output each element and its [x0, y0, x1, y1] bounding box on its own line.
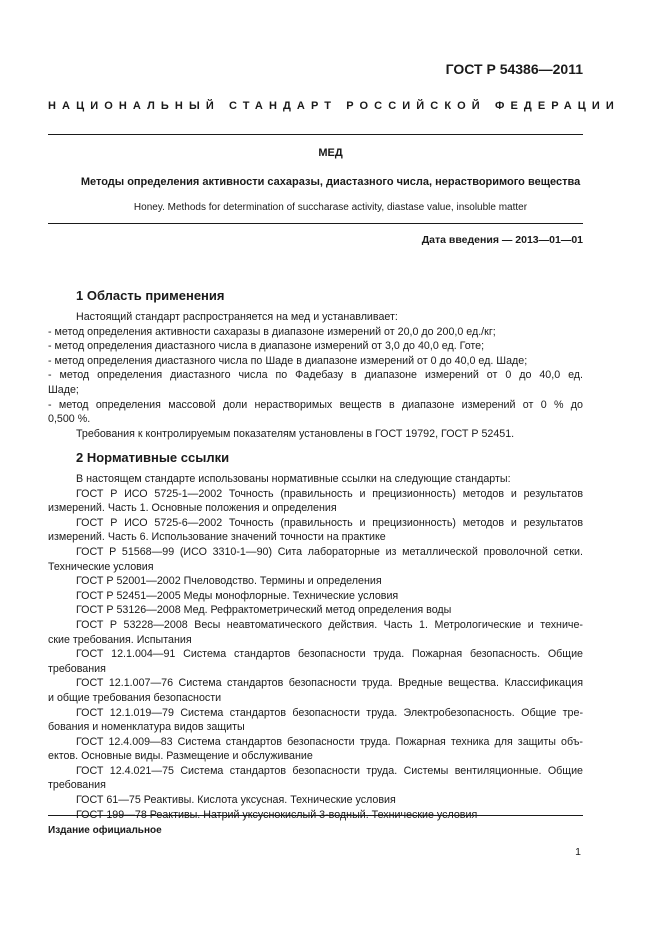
text-line: 0,500 %. [48, 413, 91, 426]
text-line: ектов. Основные виды. Размещение и обслуживание [48, 750, 313, 763]
document-title: МЕД [318, 147, 343, 159]
section-2-heading: 2 Нормативные ссылки [76, 450, 230, 465]
page-number: 1 [575, 846, 581, 858]
text-line: - метод определения диастазного числа по Фадебазу в диапазоне измерений от 0 до 40,0 ед. [48, 369, 583, 382]
text-line: ГОСТ Р 51568—99 (ИСО 3310-1—90) Сита лабораторные из металлической проволочной сетки. [76, 545, 583, 558]
text-line: Требования к контролируемым показателям установлены в ГОСТ 19792, ГОСТ Р 52451. [76, 427, 515, 440]
text-line: В настоящем стандарте использованы нормативные ссылки на следующие стандарты: [76, 473, 511, 485]
text-line: ГОСТ 12.4.021—75 Система стандартов безопасности труда. Системы вентиляционные. Общие [76, 764, 583, 777]
section-1-heading: 1 Область применения [76, 288, 225, 303]
national-standard-heading: НАЦИОНАЛЬНЫЙ СТАНДАРТ РОССИЙСКОЙ ФЕДЕРАЦИИ [48, 100, 620, 112]
text-line: ские требования. Испытания [48, 633, 192, 646]
text-line: ГОСТ Р ИСО 5725-1—2002 Точность (правильность и прецизионность) методов и результатов [76, 487, 583, 500]
document-subtitle: Методы определения активности сахаразы, диастазного числа, нерастворимого вещества [80, 176, 581, 188]
text-line: ГОСТ Р 52451—2005 Меды монофлорные. Технические условия [76, 589, 399, 602]
text-line: измерений. Часть 6. Использование значений точности на практике [48, 531, 386, 544]
standard-code: ГОСТ Р 54386—2011 [445, 61, 583, 77]
text-line: ГОСТ 12.1.007—76 Система стандартов безопасности труда. Вредные вещества. Классификация [76, 677, 583, 690]
text-line: ГОСТ Р ИСО 5725-6—2002 Точность (правильность и прецизионность) методов и результатов [76, 516, 583, 529]
text-line: ГОСТ 199—78 Реактивы. Натрий уксуснокислый 3-водный. Технические условия [76, 808, 478, 821]
text-line: - метод определения диастазного числа в диапазоне измерений от 3,0 до 40,0 ед. Готе; [48, 340, 485, 353]
text-line: ГОСТ 12.1.004—91 Система стандартов безопасности труда. Пожарная безопасность. Общие [76, 648, 583, 661]
text-line: требования [48, 779, 106, 792]
header-rule [48, 134, 583, 135]
text-line: ГОСТ Р 53126—2008 Мед. Рефрактометрический метод определения воды [76, 604, 452, 617]
text-line: Шаде; [48, 383, 79, 396]
text-line: ГОСТ 12.4.009—83 Система стандартов безопасности труда. Пожарная техника для защиты объ- [76, 735, 583, 748]
introduction-date: Дата введения — 2013—01—01 [421, 234, 583, 246]
text-line: ГОСТ Р 52001—2002 Пчеловодство. Термины и определения [76, 575, 382, 588]
footer-rule [48, 815, 583, 816]
text-line: - метод определения активности сахаразы в диапазоне измерений от 20,0 до 200,0 ед./кг; [48, 325, 496, 338]
english-title: Honey. Methods for determination of succharase activity, diastase value, insoluble matter [133, 202, 528, 213]
text-line: бования и номенклатура видов защиты [48, 721, 245, 734]
text-line: ГОСТ 61—75 Реактивы. Кислота уксусная. Технические условия [76, 794, 396, 807]
text-line: Технические условия [48, 560, 154, 573]
section-2-body [48, 472, 583, 822]
edition-label: Издание официальное [48, 825, 162, 836]
text-line: ГОСТ 12.1.019—79 Система стандартов безопасности труда. Электробезопасность. Общие тре- [76, 706, 583, 719]
text-line: измерений. Часть 1. Основные положения и определения [48, 502, 337, 515]
text-line: Настоящий стандарт распространяется на мед и устанавливает: [76, 311, 398, 323]
text-line: - метод определения массовой доли нерастворимых веществ в диапазоне измерений от 0 % до [48, 398, 583, 411]
text-line: требования [48, 662, 106, 675]
title-rule [48, 223, 583, 224]
section-1-body [48, 310, 583, 441]
text-line: и общие требования безопасности [48, 691, 222, 704]
text-line: - метод определения диастазного числа по Шаде в диапазоне измерений от 0 до 40,0 ед. Шаде; [48, 354, 528, 367]
text-line: ГОСТ Р 53228—2008 Весы неавтоматического действия. Часть 1. Метрологические и техниче- [76, 618, 583, 631]
